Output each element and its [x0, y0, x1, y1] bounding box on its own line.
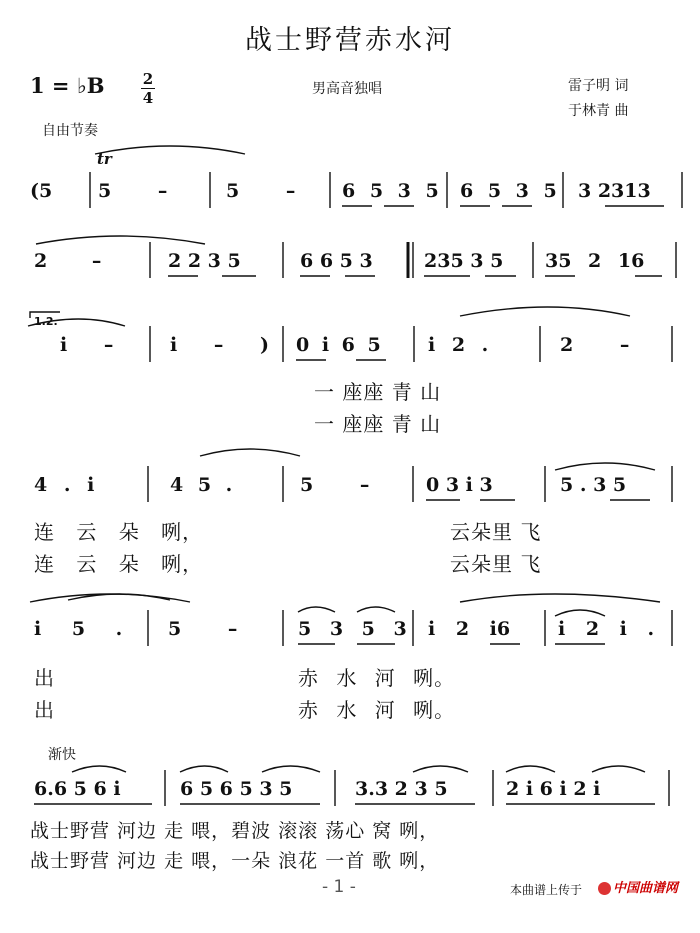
lyric-verse1: 一 座座 青 山	[314, 380, 442, 404]
lyric-verse2: 出	[34, 698, 55, 722]
lyric-verse1: 战士野营 河边 走 喂，碧波 滚滚 荡心 窝 咧，	[30, 820, 440, 842]
lyric-verse2: 赤 水 河 咧。	[298, 698, 456, 722]
volta-label: 1.2.	[34, 315, 58, 328]
logo-icon	[598, 882, 611, 895]
lyric-verse2: 连 云 朵 咧，	[34, 552, 204, 576]
measure: (5	[30, 180, 53, 202]
measure: 5 . 3 5	[560, 474, 627, 496]
measure: 5 3 5 3	[298, 618, 407, 640]
performer: 男高音独唱	[312, 81, 382, 97]
measure: i 2 i .	[558, 618, 655, 640]
site-logo[interactable]	[598, 877, 678, 896]
measure: i 2 i6	[428, 618, 511, 640]
measure: 4 . i	[34, 474, 95, 496]
lyric-verse1: 云朵里 飞	[450, 520, 542, 544]
measure: 2 i 6 i 2 i	[506, 778, 601, 800]
logo-text: 中国曲谱网	[613, 881, 679, 896]
measure: i 2 .	[428, 334, 489, 356]
lyric-verse2: 云朵里 飞	[450, 552, 542, 576]
measure: i –	[60, 334, 114, 356]
lyric-verse1: 出	[34, 666, 55, 690]
tempo-marking-free: 自由节奏	[42, 123, 98, 139]
measure: 5 –	[98, 180, 168, 202]
lyricist: 雷子明 词	[568, 78, 629, 94]
measure: 3 2313	[578, 180, 651, 202]
measure: i – )	[170, 334, 269, 356]
measure: 6.6 5 6 i	[34, 778, 121, 800]
measure: i 5 .	[34, 618, 123, 640]
composer: 于林青 曲	[568, 103, 629, 119]
lyric-verse1: 连 云 朵 咧，	[34, 520, 204, 544]
measure: 35 2 16	[545, 250, 645, 272]
page-number: - 1 -	[322, 877, 356, 897]
measure: 6 5 6 5 3 5	[180, 778, 293, 800]
measure: 6 5 3 5	[342, 180, 439, 202]
meter-bottom: 4	[142, 89, 154, 107]
measure: 3.3 2 3 5	[355, 778, 448, 800]
lyric-verse2: 战士野营 河边 走 喂，一朵 浪花 一首 歌 咧，	[30, 850, 440, 872]
measure: 4 5 .	[170, 474, 233, 496]
trill-mark: tr	[97, 150, 112, 168]
measure: 6 5 3 5	[460, 180, 557, 202]
measure: 0 3 i 3	[426, 474, 493, 496]
lyric-verse2: 一 座座 青 山	[314, 412, 442, 436]
measure: 0 i 6 5	[296, 334, 381, 356]
meter-top: 2	[142, 70, 154, 88]
lyric-verse1: 赤 水 河 咧。	[298, 666, 456, 690]
song-title: 战士野营赤水河	[245, 25, 455, 56]
measure: 5 –	[168, 618, 238, 640]
measure: 5 –	[226, 180, 296, 202]
measure: 6 6 5 3	[300, 250, 373, 272]
measure: 2 2 3 5	[168, 250, 241, 272]
key-signature: 1 = ♭B	[30, 73, 105, 98]
measure: 5 –	[300, 474, 370, 496]
tempo-marking-faster: 渐快	[48, 747, 76, 763]
measure: 2 –	[560, 334, 630, 356]
time-signature	[141, 70, 155, 107]
measure: 235 3 5	[424, 250, 504, 272]
measure: 2 –	[34, 250, 102, 272]
upload-note: 本曲谱上传于	[510, 883, 583, 897]
